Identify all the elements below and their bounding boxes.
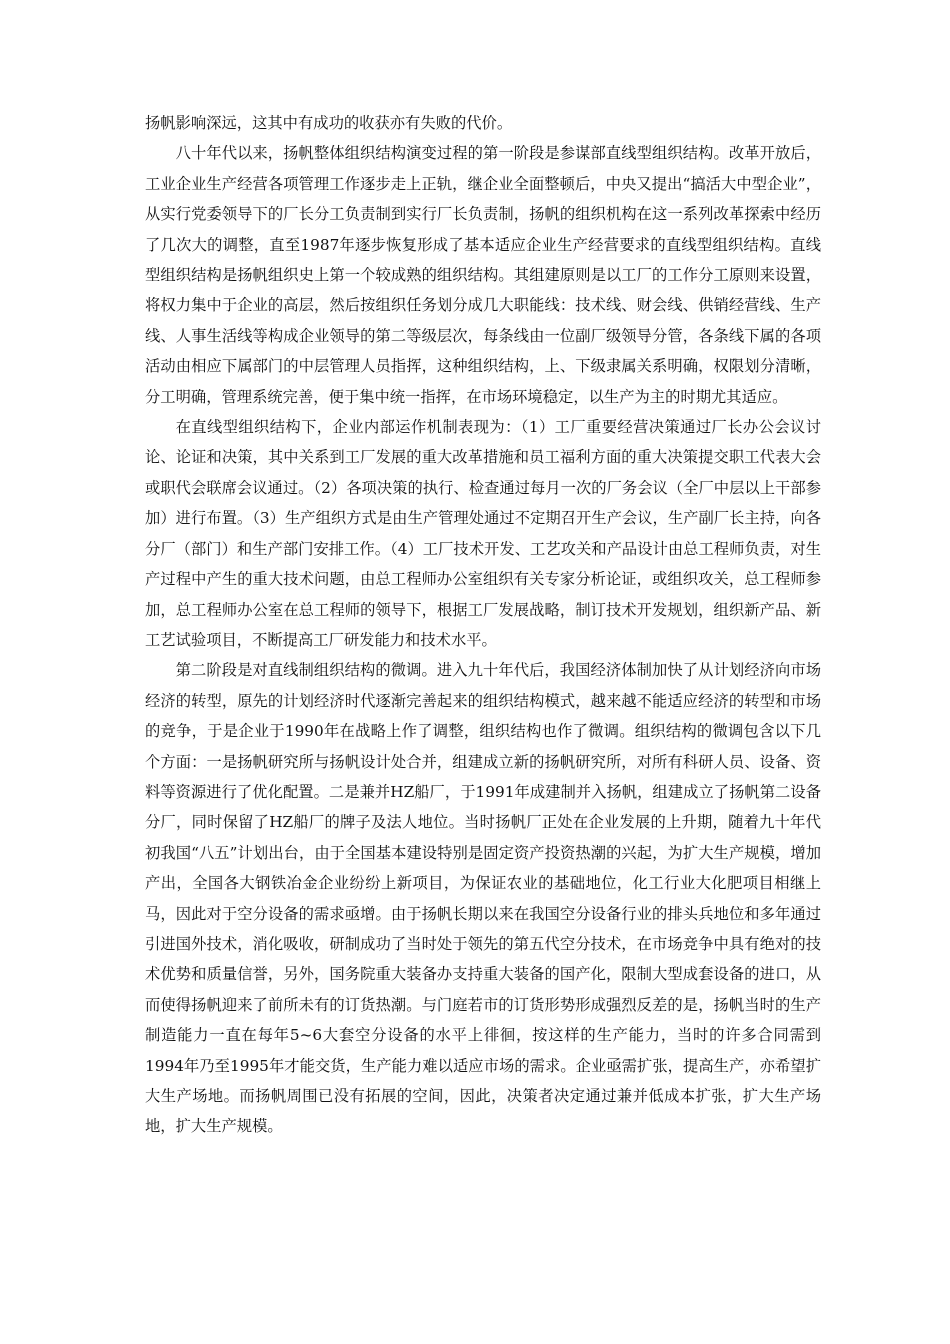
paragraph-stage-two: 第二阶段是对直线制组织结构的微调。进入九十年代后，我国经济体制加快了从计划经济向市场经济的转型，原先的计划经济时代逐渐完善起来的组织结构模式，越来越不能适应经济的转型和市场的竞争，于是企业于1990年在战略上作了调整，组织结构也作了微调。组织结构的微调包含以下几个方面：一是扬帆研究所与扬帆设计处合并，组建成立新的扬帆研究所，对所有科研人员、设备、资料等资源进行了优化配置。二是兼并HZ船厂，于1991年成建制并入扬帆，组建成立了扬帆第二设备分厂，同时保留了HZ船厂的牌子及法人地位。当时扬帆厂正处在企业发展的上升期，随着九十年代初我国“八五”计划出台，由于全国基本建设特别是固定资产投资热潮的兴起，为扩大生产规模，增加产出，全国各大钢铁冶金企业纷纷上新项目，为保证农业的基础地位，化工行业大化肥项目相继上马，因此对于空分设备的需求亟增。由于扬帆长期以来在我国空分设备行业的排头兵地位和多年通过引进国外技术，消化吸收，研制成功了当时处于领先的第五代空分技术，在市场竞争中具有绝对的技术优势和质量信誉，另外，国务院重大装备办支持重大装备的国产化，限制大型成套设备的进口，从而使得扬帆迎来了前所未有的订货热潮。与门庭若市的订货形势形成强烈反差的是，扬帆当时的生产制造能力一直在每年5~6大套空分设备的水平上徘徊，按这样的生产能力，当时的许多合同需到1994年乃至1995年才能交货，生产能力难以适应市场的需求。企业亟需扩张，提高生产，亦希望扩大生产场地。而扬帆周围已没有拓展的空间，因此，决策者决定通过兼并低成本扩张，扩大生产场地，扩大生产规模。 bbox=[145, 661, 821, 1136]
paragraph-stage-one: 八十年代以来，扬帆整体组织结构演变过程的第一阶段是参谋部直线型组织结构。改革开放后，工业企业生产经营各项管理工作逐步走上正轨，继企业全面整顿后，中央又提出“搞活大中型企业”，从实行党委领导下的厂长分工负责制到实行厂长负责制，扬帆的组织机构在这一系列改革探索中经历了几次大的调整，直至1987年逐步恢复形成了基本适应企业生产经营要求的直线型组织结构。直线型组织结构是扬帆组织史上第一个较成熟的组织结构。其组建原则是以工厂的工作分工原则来设置，将权力集中于企业的高层，然后按组织任务划分成几大职能线：技术线、财会线、供销经营线、生产线、人事生活线等构成企业领导的第二等级层次，每条线由一位副厂级领导分管，各条线下属的各项活动由相应下属部门的中层管理人员指挥，这种组织结构，上、下级隶属关系明确，权限划分清晰，分工明确，管理系统完善，便于集中统一指挥，在市场环境稳定，以生产为主的时期尤其适应。 bbox=[145, 144, 821, 406]
paragraph-continuation: 扬帆影响深远，这其中有成功的收获亦有失败的代价。 bbox=[145, 114, 513, 132]
document-page bbox=[145, 108, 821, 1142]
paragraph-operating-mechanism: 在直线型组织结构下，企业内部运作机制表现为：（1）工厂重要经营决策通过厂长办公会议讨论、论证和决策，其中关系到工厂发展的重大改革措施和员工福利方面的重大决策提交职工代表大会或职代会联席会议通过。（2）各项决策的执行、检查通过每月一次的厂务会议（全厂中层以上干部参加）进行布置。（3）生产组织方式是由生产管理处通过不定期召开生产会议，生产副厂长主持，向各分厂（部门）和生产部门安排工作。（4）工厂技术开发、工艺攻关和产品设计由总工程师负责，对生产过程中产生的重大技术问题，由总工程师办公室组织有关专家分析论证，或组织攻关，总工程师参加，总工程师办公室在总工程师的领导下，根据工厂发展战略，制订技术开发规划，组织新产品、新工艺试验项目，不断提高工厂研发能力和技术水平。 bbox=[145, 418, 821, 649]
